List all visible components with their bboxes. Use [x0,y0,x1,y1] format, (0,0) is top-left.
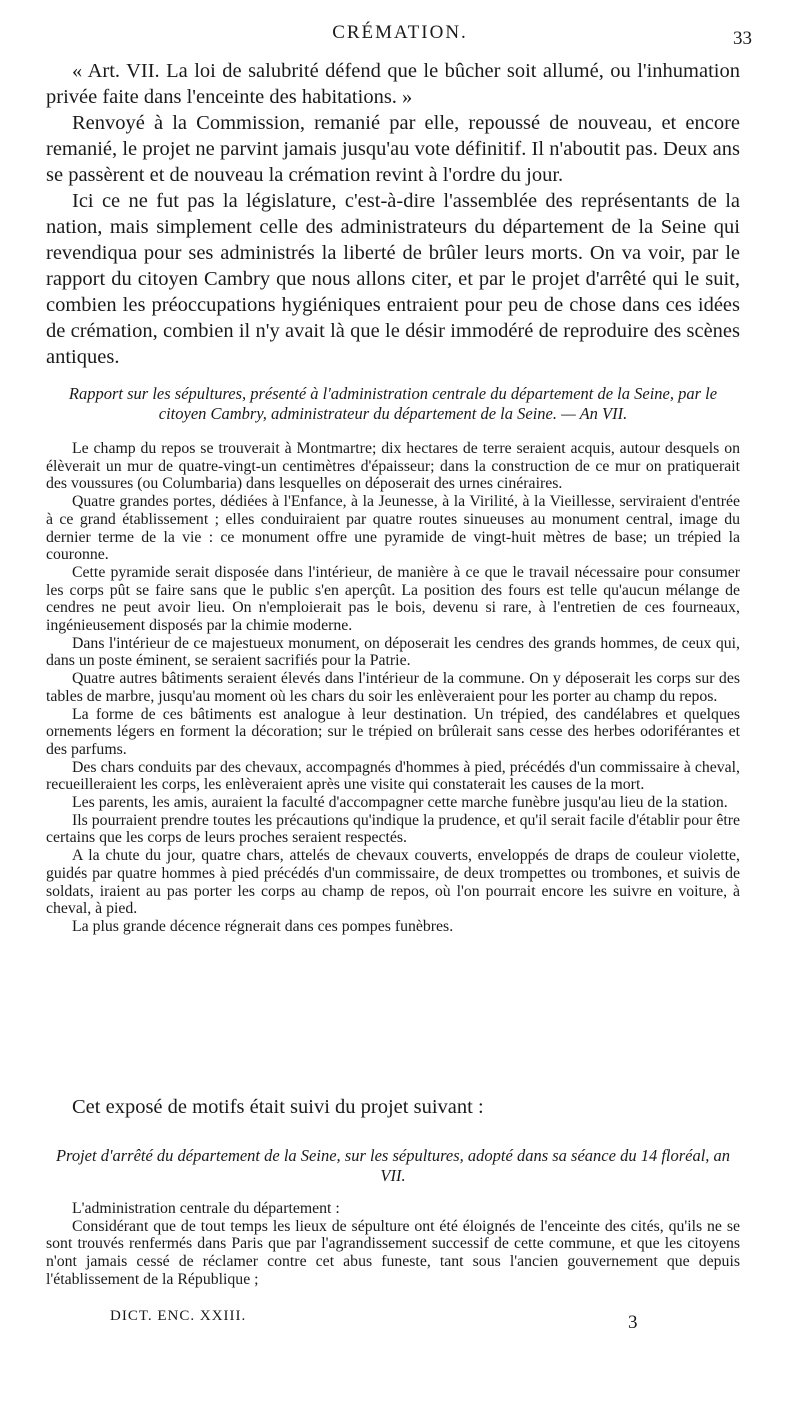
page-header [0,22,800,52]
report-paragraph: Dans l'intérieur de ce majestueux monument, on déposerait les cendres des grands hommes, de ceux qui, dans un poste éminent, se seraient sacrifiés pour la Patrie. [46,634,740,670]
page-number: 33 [733,28,752,49]
report-paragraph: Des chars conduits par des chevaux, accompagnés d'hommes à pied, précédés d'un commissaire à cheval, recueilleraient les corps, les enlèveraient après une visite qui constaterait les causes de la mort. [46,758,740,794]
running-title: CRÉMATION. [332,22,468,43]
projet-paragraph: L'administration centrale du département : [72,1200,340,1217]
intro-paragraph: « Art. VII. La loi de salubrité défend que le bûcher soit allumé, ou l'inhumation privée faite dans l'enceinte des habitations. » [46,60,740,108]
sheet-number: 3 [628,1312,638,1333]
projet-section [46,1200,740,1289]
intro-paragraph: Renvoyé à la Commission, remanié par elle, repoussé de nouveau, et encore remanié, le projet ne parvint jamais jusqu'au vote définitif. Il n'aboutit pas. Deux ans se passèrent et de nouveau la crémation revint à l'ordre du jour. [46,112,740,186]
projet-paragraph: Considérant que de tout temps les lieux de sépulture ont été éloignés de l'enceinte des cités, qu'ils ne se sont trouvés renfermés dans Paris que par l'agrandissement successif de cette commune, et que les citoyens n'ont jamais cessé de réclamer contre cet abus funeste, tant sous l'ancien gouvernement que depuis l'établissement de la République ; [46,1217,740,1288]
report-paragraph: Ils pourraient prendre toutes les précautions qu'indique la prudence, et qu'il serait facile d'établir pour être certains que les corps de leurs proches seraient respectés. [46,811,740,847]
projet-heading: Projet d'arrêté du département de la Seine, sur les sépultures, adopté dans sa séance du 14 floréal, an VII. [55,1146,731,1185]
page-footer [0,1308,800,1338]
transition-text [46,1094,740,1120]
intro-section [46,58,740,370]
report-paragraph: La forme de ces bâtiments est analogue à leur destination. Un trépied, des candélabres et quelques ornements légers en forment la décoration; sur le trépied on brûlerait sans cesse des herbes odoriférantes et des parfums. [46,705,740,758]
report-paragraph: Le champ du repos se trouverait à Montmartre; dix hectares de terre seraient acquis, autour desquels on élèverait un mur de quatre-vingt-un centimètres d'épaisseur; dans la construction de ce mur on pratiquerait des voussures (ou Columbaria) dans lesquelles on déposerait des urnes cinéraires. [46,440,740,493]
report-paragraph: Quatre grandes portes, dédiées à l'Enfance, à la Jeunesse, à la Virilité, à la Vieillesse, serviraient d'entrée à ce grand établissement ; elles conduiraient par quatre routes sinueuses au monument central, image du dernier terme de la vie : ce monument offre une pyramide de vingt-huit mètres de base; un trépied la couronne. [46,493,740,564]
report-paragraph: A la chute du jour, quatre chars, attelés de chevaux couverts, enveloppés de draps de couleur violette, guidés par quatre hommes à pied précédés d'un commissaire, de deux trompettes ou trombones, et suivis de soldats, iraient au pas porter les corps au champ de repos, où l'on pourrait encore les suivre en voiture, à cheval, à pied. [46,847,740,918]
transition-paragraph: Cet exposé de motifs était suivi du projet suivant : [72,1096,484,1118]
report-paragraph: Quatre autres bâtiments seraient élevés dans l'intérieur de la commune. On y déposerait les corps sur des tables de marbre, jusqu'au moment où les chars du soir les enlèveraient pour les porter au champ du repos. [46,670,740,705]
intro-paragraph: Ici ce ne fut pas la législature, c'est-à-dire l'assemblée des représentants de la nation, mais simplement celle des administrateurs du département de la Seine qui revendiqua pour ses administrés la liberté de brûler leurs morts. On va voir, par le rapport du citoyen Cambry que nous allons citer, et par le projet d'arrêté qui le suit, combien les préoccupations hygiéniques entraient pour peu de chose dans ces idées de crémation, combien il n'y avait là que le désir immodéré de reproduire des scènes antiques. [46,190,740,368]
printer-signature: DICT. ENC. XXIII. [110,1308,247,1324]
report-heading: Rapport sur les sépultures, présenté à l'administration centrale du département de la Seine, par le citoyen Cambry, administrateur du département de la Seine. — An VII. [68,384,718,423]
report-paragraph: Cette pyramide serait disposée dans l'intérieur, de manière à ce que le travail nécessaire pour consumer les corps pût se faire sans que le public s'en aperçût. La position des fours est telle qu'aucun mélange de cendres ne peut avoir lieu. On n'emploierait pas le bois, devenu si rare, à l'entretien de ces fourneaux, ingénieusement disposés par la chimie moderne. [46,563,740,635]
report-section [46,440,740,936]
report-paragraph: Les parents, les amis, auraient la faculté d'accompagner cette marche funèbre jusqu'au lieu de la station. [72,794,728,812]
report-paragraph: La plus grande décence régnerait dans ces pompes funèbres. [72,917,454,935]
